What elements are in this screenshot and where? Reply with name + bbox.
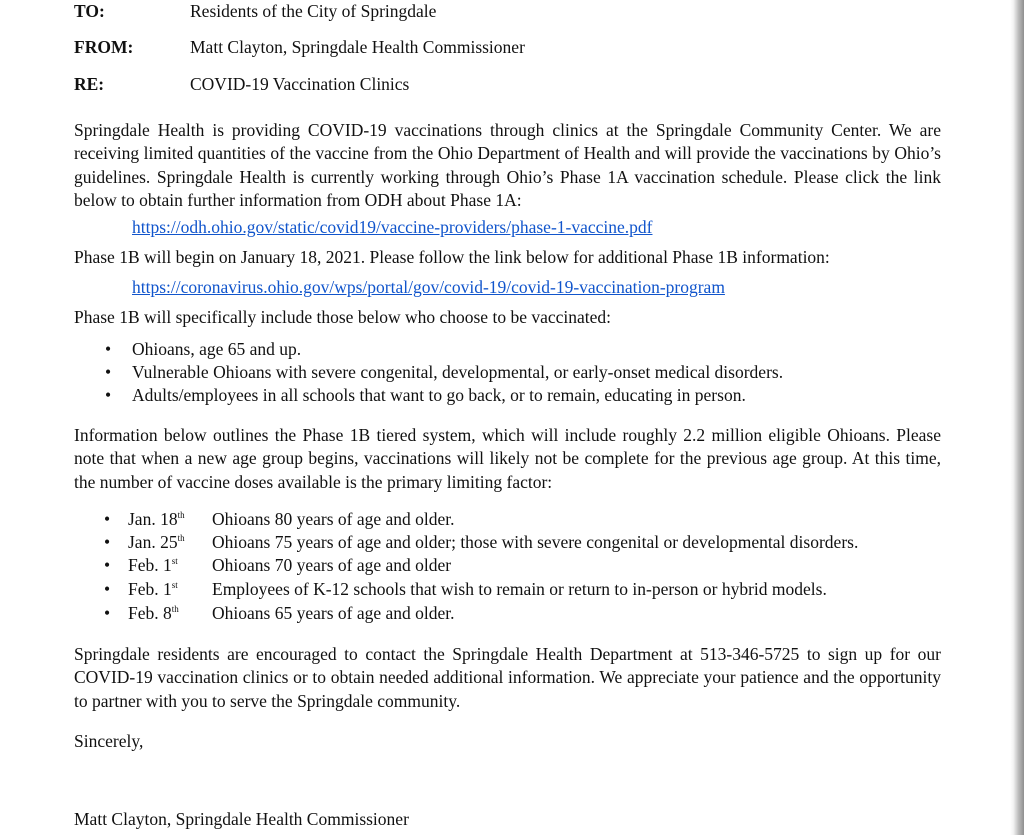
schedule-date: Feb. 8th: [128, 603, 179, 623]
bullet-icon: •: [104, 532, 111, 552]
schedule-date: Jan. 18th: [128, 509, 185, 529]
schedule-date: Feb. 1st: [128, 579, 178, 599]
coronavirus-program-link[interactable]: https://coronavirus.ohio.gov/wps/portal/gov/covid-19/covid-19-vaccination-program: [132, 277, 725, 297]
memo-to-label: TO:: [74, 1, 105, 21]
bullet-icon: •: [104, 509, 111, 529]
list-item-text: Adults/employees in all schools that want to go back, or to remain, educating in person.: [132, 385, 746, 405]
schedule-description: Ohioans 75 years of age and older; those with severe congenital or developmental disorders.: [212, 532, 859, 552]
closing-text: Sincerely,: [74, 731, 144, 751]
memo-from-value: Matt Clayton, Springdale Health Commissioner: [190, 37, 525, 57]
schedule-date: Feb. 1st: [128, 555, 178, 575]
bullet-icon: •: [105, 339, 112, 359]
memo-to-value: Residents of the City of Springdale: [190, 1, 437, 21]
phase1b-include-text: Phase 1B will specifically include those below who choose to be vaccinated:: [74, 307, 612, 327]
bullet-icon: •: [104, 555, 111, 575]
contact-paragraph: Springdale residents are encouraged to contact the Springdale Health Department at 513-346-5725 to sign up for our COVID-19 vaccination clinics or to obtain needed additional information. We appreciate your patience and the opportunity to partner with you to serve the Springdale community.: [74, 644, 941, 711]
bullet-icon: •: [104, 579, 111, 599]
bullet-icon: •: [104, 603, 111, 623]
list-item-text: Vulnerable Ohioans with severe congenital, developmental, or early-onset medical disorders.: [132, 362, 784, 382]
signature-text: Matt Clayton, Springdale Health Commissioner: [74, 809, 409, 829]
tier-intro-paragraph: Information below outlines the Phase 1B tiered system, which will include roughly 2.2 million eligible Ohioans. Please note that when a new age group begins, vaccinations will likely not be complete for the previous age group. At this time, the number of vaccine doses available is the primary limiting factor:: [74, 425, 941, 492]
bullet-icon: •: [105, 362, 112, 382]
intro-paragraph: Springdale Health is providing COVID-19 vaccinations through clinics at the Springdale Community Center. We are receiving limited quantities of the vaccine from the Ohio Department of Health and will provide the vaccinations by Ohio’s guidelines. Springdale Health is currently working through Ohio’s Phase 1A vaccination schedule. Please click the link below to obtain further information from ODH about Phase 1A:: [74, 120, 941, 210]
page-edge-shadow: [1010, 0, 1024, 835]
bullet-icon: •: [105, 385, 112, 405]
memo-from-label: FROM:: [74, 37, 134, 57]
schedule-description: Ohioans 70 years of age and older: [212, 555, 452, 575]
list-item-text: Ohioans, age 65 and up.: [132, 339, 302, 359]
schedule-description: Employees of K-12 schools that wish to remain or return to in-person or hybrid models.: [212, 579, 827, 599]
odh-phase1-link[interactable]: https://odh.ohio.gov/static/covid19/vaccine-providers/phase-1-vaccine.pdf: [132, 217, 653, 237]
schedule-description: Ohioans 80 years of age and older.: [212, 509, 455, 529]
schedule-description: Ohioans 65 years of age and older.: [212, 603, 455, 623]
phase1b-begin-text: Phase 1B will begin on January 18, 2021. Please follow the link below for additional Phase 1B information:: [74, 247, 830, 267]
memo-re-value: COVID-19 Vaccination Clinics: [190, 74, 410, 94]
schedule-date: Jan. 25th: [128, 532, 185, 552]
memo-re-label: RE:: [74, 74, 105, 94]
